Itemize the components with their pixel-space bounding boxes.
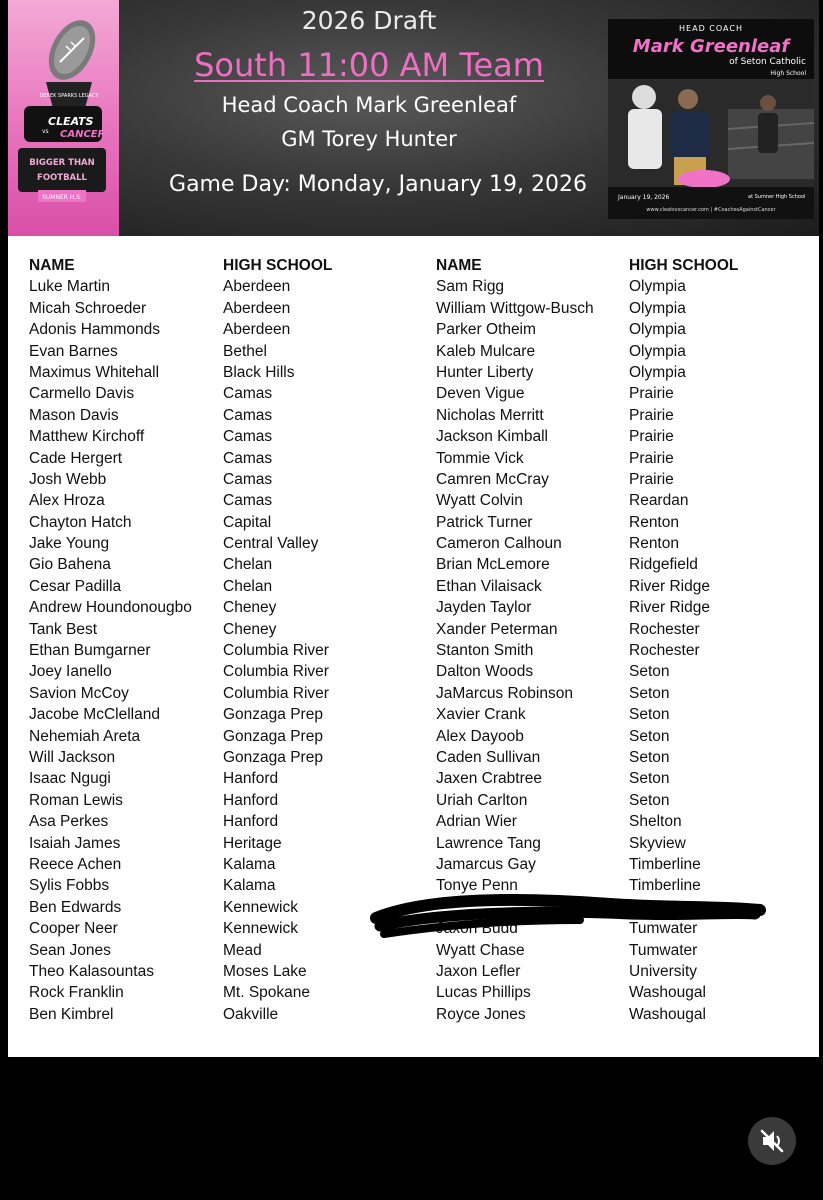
- player-school: Olympia: [629, 342, 686, 360]
- player-school: Chelan: [223, 556, 273, 574]
- player-school: Hanford: [223, 791, 279, 809]
- player-school: Reardan: [629, 492, 689, 510]
- player-school: Gonzaga Prep: [223, 727, 323, 745]
- player-name: Joey Ianello: [29, 663, 112, 681]
- player-school: Columbia River: [223, 642, 329, 660]
- player-name: Uriah Carlton: [436, 791, 528, 809]
- player-school: Aberdeen: [223, 321, 291, 339]
- svg-text:vs: vs: [42, 128, 49, 135]
- player-name: Theo Kalasountas: [29, 962, 154, 980]
- player-school: Black Hills: [223, 363, 295, 381]
- left-name-column: [29, 255, 192, 1025]
- header-banner: [8, 0, 819, 236]
- poster-school-sub: High School: [770, 70, 806, 77]
- player-school: Timberline: [629, 877, 701, 895]
- player-school: Renton: [629, 513, 679, 531]
- player-name: Andrew Houndonougbo: [29, 599, 192, 617]
- player-school: Hanford: [223, 770, 279, 788]
- player-school: [223, 276, 332, 1025]
- player-school: Washougal: [629, 984, 706, 1002]
- player-school: University: [629, 962, 698, 980]
- player-school: Prairie: [629, 406, 674, 424]
- player-school: Mt. Spokane: [223, 984, 311, 1002]
- player-name: Josh Webb: [29, 470, 107, 488]
- player-name: Adonis Hammonds: [29, 321, 160, 339]
- player-school: Kennewick: [223, 920, 298, 938]
- player-name: Savion McCoy: [29, 684, 129, 702]
- player-school: Gonzaga Prep: [223, 748, 323, 766]
- head-coach-line: Head Coach Mark Greenleaf: [221, 93, 517, 117]
- player-name: Mason Davis: [29, 406, 119, 424]
- player-name: Deven Vigue: [436, 385, 525, 403]
- poster-venue: at Sumner High School: [748, 194, 806, 200]
- player-name: Royce Jones: [436, 1005, 526, 1023]
- poster-date: January 19, 2026: [618, 194, 670, 201]
- player-school: Kalama: [223, 855, 276, 873]
- player-school: Central Valley: [223, 535, 319, 553]
- player-school: Ridgefield: [629, 556, 698, 574]
- player-name: Luke Martin: [29, 278, 110, 296]
- poster-coach-name: Mark Greenleaf: [632, 36, 790, 57]
- player-name: Cooper Neer: [29, 920, 118, 938]
- player-school: Rochester: [629, 642, 700, 660]
- gm-line: GM Torey Hunter: [281, 127, 457, 151]
- player-name: Ben Edwards: [29, 898, 122, 916]
- player-school: Columbia River: [223, 684, 329, 702]
- redaction-scribble: [370, 890, 770, 946]
- player-school: Camas: [223, 406, 273, 424]
- player-name: Tank Best: [29, 620, 98, 638]
- school-header: HIGH SCHOOL: [223, 257, 333, 274]
- player-name: Tommie Vick: [436, 449, 524, 467]
- player-name: Micah Schroeder: [29, 299, 147, 317]
- player-name: Patrick Turner: [436, 513, 533, 531]
- player-name: Lucas Phillips: [436, 984, 531, 1002]
- mute-button[interactable]: [748, 1117, 796, 1165]
- player-name: Kaleb Mulcare: [436, 342, 536, 360]
- player-school: Timberline: [629, 855, 701, 873]
- player-school: Tumwater: [629, 920, 698, 938]
- player-name: Rock Franklin: [29, 984, 124, 1002]
- poster-school: of Seton Catholic: [729, 57, 806, 67]
- draft-title: 2026 Draft: [301, 6, 437, 35]
- player-name: Sam Rigg: [436, 278, 505, 296]
- player-name: Carmello Davis: [29, 385, 135, 403]
- player-name: Jamarcus Gay: [436, 855, 536, 873]
- player-name: Nehemiah Areta: [29, 727, 141, 745]
- player-school: Seton: [629, 684, 670, 702]
- player-name: Jacobe McClelland: [29, 706, 160, 724]
- player-name: Ethan Vilaisack: [436, 577, 542, 595]
- player-name: Stanton Smith: [436, 642, 534, 660]
- player-school: Aberdeen: [223, 299, 291, 317]
- player-school: Prairie: [629, 428, 674, 446]
- player-school: Gonzaga Prep: [223, 706, 323, 724]
- event-logo: [8, 0, 119, 236]
- player-name: Isaiah James: [29, 834, 121, 852]
- player-name: Will Jackson: [29, 748, 116, 766]
- player-school: Camas: [223, 470, 273, 488]
- player-name: JaMarcus Robinson: [436, 684, 573, 702]
- player-school: Columbia River: [223, 663, 329, 681]
- player-name: Ben Kimbrel: [29, 1005, 114, 1023]
- player-school: Aberdeen: [223, 278, 291, 296]
- player-name: Jaxen Crabtree: [436, 770, 542, 788]
- player-name: Alex Hroza: [29, 492, 105, 510]
- player-school: Seton: [629, 748, 670, 766]
- player-name: Cesar Padilla: [29, 577, 122, 595]
- player-name: Maximus Whitehall: [29, 363, 160, 381]
- name-header: NAME: [29, 257, 75, 274]
- left-school-column: [223, 255, 332, 1025]
- player-name: Dalton Woods: [436, 663, 534, 681]
- player-name: Jackson Kimball: [436, 428, 548, 446]
- player-school: Prairie: [629, 449, 674, 467]
- player-name: Tonye Penn: [436, 877, 518, 895]
- player-school: Camas: [223, 449, 273, 467]
- player-name: Sylis Fobbs: [29, 877, 110, 895]
- player-school: Hanford: [223, 813, 279, 831]
- player-name: Matthew Kirchoff: [29, 428, 145, 446]
- player-name: Roman Lewis: [29, 791, 123, 809]
- player-name: Jaxon Lefler: [436, 962, 521, 980]
- player-school: Seton: [629, 791, 670, 809]
- svg-text:DEREK SPARKS LEGACY: DEREK SPARKS LEGACY: [39, 93, 99, 99]
- player-name: Lawrence Tang: [436, 834, 541, 852]
- player-name: Parker Otheim: [436, 321, 536, 339]
- player-school: Shelton: [629, 813, 682, 831]
- svg-text:CANCER: CANCER: [60, 129, 106, 140]
- player-school: Seton: [629, 770, 670, 788]
- player-school: Olympia: [629, 363, 686, 381]
- player-school: Prairie: [629, 385, 674, 403]
- player-name: Evan Barnes: [29, 342, 118, 360]
- player-name: Gio Bahena: [29, 556, 111, 574]
- player-school: Olympia: [629, 299, 686, 317]
- player-school: Capital: [223, 513, 272, 531]
- player-name: Chayton Hatch: [29, 513, 132, 531]
- player-school: Heritage: [223, 834, 282, 852]
- svg-text:BIGGER THAN: BIGGER THAN: [29, 158, 95, 168]
- player-school: Camas: [223, 428, 273, 446]
- player-school: Skyview: [629, 834, 686, 852]
- player-school: Chelan: [223, 577, 273, 595]
- player-school: Rochester: [629, 620, 700, 638]
- player-name: Sean Jones: [29, 941, 111, 959]
- svg-text:SUMNER H.S.: SUMNER H.S.: [42, 194, 82, 201]
- player-school: Seton: [629, 727, 670, 745]
- player-school: Cheney: [223, 599, 277, 617]
- roster-card: [8, 0, 819, 1057]
- player-school: Prairie: [629, 470, 674, 488]
- player-school: Bethel: [223, 342, 267, 360]
- player-name: [29, 276, 192, 1025]
- player-school: Olympia: [629, 321, 686, 339]
- speaker-muted-icon: [748, 1117, 796, 1165]
- player-name: Ethan Bumgarner: [29, 642, 151, 660]
- player-school: Moses Lake: [223, 962, 307, 980]
- player-school: Cheney: [223, 620, 277, 638]
- player-school: Kalama: [223, 877, 276, 895]
- school-header: HIGH SCHOOL: [629, 257, 739, 274]
- player-name: Asa Perkes: [29, 813, 109, 831]
- coach-poster: [608, 19, 814, 219]
- player-school: Seton: [629, 706, 670, 724]
- player-name: Camren McCray: [436, 470, 549, 488]
- player-name: Caden Sullivan: [436, 748, 541, 766]
- player-name: Wyatt Chase: [436, 941, 525, 959]
- player-name: Nicholas Merritt: [436, 406, 544, 424]
- player-school: River Ridge: [629, 577, 710, 595]
- player-school: Seton: [629, 663, 670, 681]
- player-school: River Ridge: [629, 599, 710, 617]
- player-name: Cameron Calhoun: [436, 535, 562, 553]
- player-name: Wyatt Colvin: [436, 492, 523, 510]
- player-school: Tumwater: [629, 898, 698, 916]
- svg-text:FOOTBALL: FOOTBALL: [37, 173, 87, 183]
- team-title: South 11:00 AM Team: [194, 46, 544, 84]
- player-school: Olympia: [629, 278, 686, 296]
- name-header: NAME: [436, 257, 482, 274]
- player-name: Adrian Wier: [436, 813, 517, 831]
- player-name: Jayden Taylor: [436, 599, 532, 617]
- svg-text:CLEATS: CLEATS: [48, 115, 94, 128]
- player-school: Mead: [223, 941, 262, 959]
- player-name: Alex Dayoob: [436, 727, 524, 745]
- player-name: Xavier Crank: [436, 706, 526, 724]
- player-name: Reece Achen: [29, 855, 122, 873]
- player-name: Hunter Liberty: [436, 363, 534, 381]
- player-school: Kennewick: [223, 898, 298, 916]
- player-school: Camas: [223, 492, 273, 510]
- player-school: Tumwater: [629, 941, 698, 959]
- poster-url: www.cleatsvscancer.com | #CoachesAgainstCancer: [646, 207, 776, 213]
- player-school: Camas: [223, 385, 273, 403]
- player-name: Jaxon Budd: [436, 920, 518, 938]
- game-day-line: Game Day: Monday, January 19, 2026: [169, 172, 587, 197]
- poster-head-label: HEAD COACH: [679, 24, 743, 33]
- player-name: William Wittgow-Busch: [436, 299, 594, 317]
- player-name: Xander Peterman: [436, 620, 558, 638]
- player-name: Brian McLemore: [436, 556, 550, 574]
- player-name: Cade Hergert: [29, 449, 123, 467]
- player-school: Oakville: [223, 1005, 279, 1023]
- player-name: Jake Young: [29, 535, 110, 553]
- player-school: Renton: [629, 535, 679, 553]
- player-school: Washougal: [629, 1005, 706, 1023]
- player-name: Isaac Ngugi: [29, 770, 111, 788]
